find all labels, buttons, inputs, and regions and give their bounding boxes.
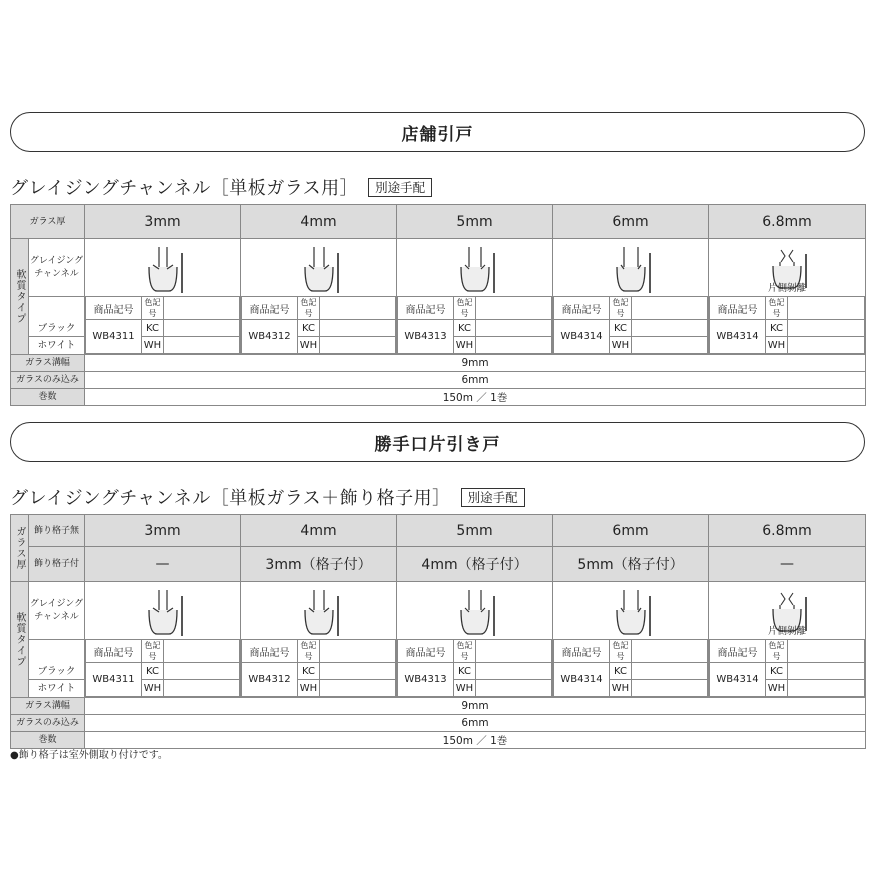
codes-4mm: 商品記号 色記号 WB4312 KC WH — [241, 640, 397, 698]
heading-text: グレイジングチャンネル［単板ガラス用］ — [10, 178, 359, 199]
size-3mm: 3mm — [85, 515, 241, 547]
size-6-8mm: 6.8mm — [709, 515, 866, 547]
roll-value: 150m ／ 1巻 — [85, 732, 866, 749]
product-heading — [10, 174, 432, 200]
groove-width-label: ガラス溝幅 — [11, 698, 85, 715]
product-code: WB4313 — [398, 663, 454, 697]
channel-profile-icon — [293, 243, 345, 295]
product-code: WB4314 — [710, 320, 766, 354]
with-lattice-6-8mm: — — [709, 547, 866, 582]
product-code: WB4312 — [242, 320, 298, 354]
product-heading — [10, 484, 525, 510]
size-3mm: 3mm — [85, 205, 241, 239]
codes-5mm: 商品記号 色記号 WB4313 KC WH — [397, 297, 553, 355]
size-6mm: 6mm — [553, 515, 709, 547]
with-lattice-5mm: 4mm（格子付） — [397, 547, 553, 582]
glass-bite-label: ガラスのみ込み — [11, 372, 85, 389]
one-side-peel-note: 片側剝離 — [767, 626, 806, 637]
color-labels: ブラック ホワイト — [29, 297, 85, 355]
channel-profile-icon — [605, 586, 657, 638]
channel-profile-icon — [605, 243, 657, 295]
channel-profile-icon — [449, 243, 501, 295]
codes-6mm: 商品記号 色記号 WB4314 KC WH — [553, 640, 709, 698]
product-code: WB4314 — [554, 663, 610, 697]
size-6mm: 6mm — [553, 205, 709, 239]
codes-6-8mm: 商品記号 色記号 WB4314 KC WH — [709, 297, 866, 355]
product-code: WB4312 — [242, 663, 298, 697]
product-code: WB4311 — [86, 320, 142, 354]
profile-6-8mm — [709, 582, 866, 640]
channel-profile-icon — [137, 243, 189, 295]
glass-thickness-label: ガラス厚 — [11, 205, 85, 239]
channel-profile-icon — [293, 586, 345, 638]
heading-text: グレイジングチャンネル［単板ガラス＋飾り格子用］ — [10, 488, 451, 509]
size-4mm: 4mm — [241, 205, 397, 239]
footnote: ●飾り格子は室外側取り付けです。 — [10, 750, 168, 761]
separate-order-tag: 別途手配 — [368, 178, 432, 197]
codes-3mm: 商品記号 色記号 WB4311 KC WH — [85, 640, 241, 698]
glazing-channel-label: グレイジング チャンネル — [29, 582, 85, 640]
without-lattice-label: 飾り格子無 — [29, 515, 85, 547]
profile-4mm — [241, 582, 397, 640]
section-title: 勝手口片引き戸 — [374, 434, 501, 455]
roll-label: 巻数 — [11, 732, 85, 749]
roll-value: 150m ／ 1巻 — [85, 389, 866, 406]
separate-order-tag: 別途手配 — [461, 488, 525, 507]
size-4mm: 4mm — [241, 515, 397, 547]
section-title: 店舗引戸 — [401, 124, 474, 145]
size-6-8mm: 6.8mm — [709, 205, 866, 239]
profile-6-8mm — [709, 239, 866, 297]
product-code: WB4314 — [554, 320, 610, 354]
with-lattice-label: 飾り格子付 — [29, 547, 85, 582]
groove-width-value: 9mm — [85, 355, 866, 372]
profile-4mm — [241, 239, 397, 297]
glass-bite-value: 6mm — [85, 372, 866, 389]
size-5mm: 5mm — [397, 205, 553, 239]
glass-thickness-side: ガラス厚 — [11, 515, 29, 582]
channel-profile-icon — [449, 586, 501, 638]
groove-width-label: ガラス溝幅 — [11, 355, 85, 372]
with-lattice-3mm: — — [85, 547, 241, 582]
spec-table-2 — [10, 514, 866, 749]
section-title-pill — [10, 422, 865, 462]
profile-5mm — [397, 582, 553, 640]
one-side-peel-note: 片側剝離 — [768, 283, 807, 294]
product-code: WB4313 — [398, 320, 454, 354]
profile-3mm — [85, 582, 241, 640]
codes-4mm: 商品記号 色記号 WB4312 KC WH — [241, 297, 397, 355]
product-code: WB4314 — [710, 663, 766, 697]
soft-type-label: 軟質タイプ — [11, 239, 29, 355]
channel-profile-icon — [137, 586, 189, 638]
product-code: WB4311 — [86, 663, 142, 697]
with-lattice-6mm: 5mm（格子付） — [553, 547, 709, 582]
glazing-channel-label: グレイジング チャンネル — [29, 239, 85, 297]
glass-bite-label: ガラスのみ込み — [11, 715, 85, 732]
spec-table-1 — [10, 204, 866, 406]
with-lattice-4mm: 3mm（格子付） — [241, 547, 397, 582]
codes-6mm: 商品記号 色記号 WB4314 KC WH — [553, 297, 709, 355]
profile-5mm — [397, 239, 553, 297]
groove-width-value: 9mm — [85, 698, 866, 715]
size-5mm: 5mm — [397, 515, 553, 547]
codes-3mm: 商品記号 色記号 WB4311 KC WH — [85, 297, 241, 355]
profile-3mm — [85, 239, 241, 297]
codes-6-8mm: 商品記号 色記号 WB4314 KC WH — [709, 640, 866, 698]
glass-bite-value: 6mm — [85, 715, 866, 732]
section-title-pill — [10, 112, 865, 152]
codes-5mm: 商品記号 色記号 WB4313 KC WH — [397, 640, 553, 698]
soft-type-label: 軟質タイプ — [11, 582, 29, 698]
roll-label: 巻数 — [11, 389, 85, 406]
profile-6mm — [553, 582, 709, 640]
profile-6mm — [553, 239, 709, 297]
color-labels: ブラック ホワイト — [29, 640, 85, 698]
